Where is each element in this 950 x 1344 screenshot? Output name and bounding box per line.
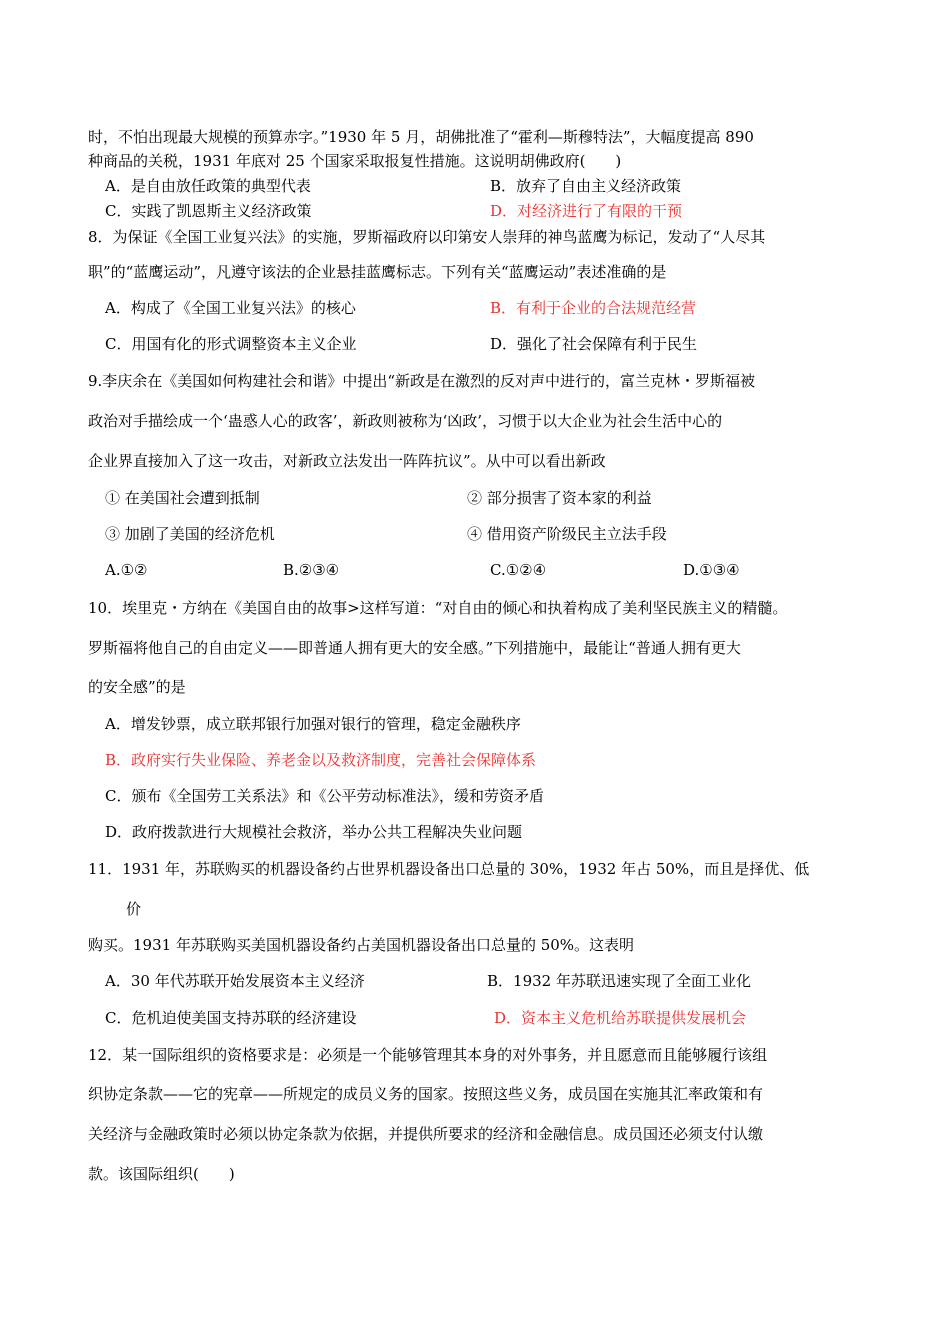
q11-option-b: B．1932 年苏联迅速实现了全面工业化 <box>487 972 751 990</box>
q7-option-d-answer: D．对经济进行了有限的干预 <box>490 202 683 220</box>
q10-option-d: D．政府拨款进行大规模社会救济，举办公共工程解决失业问题 <box>105 823 523 841</box>
q9-option-b: B.②③④ <box>283 561 340 579</box>
q7-option-a: A．是自由放任政策的典型代表 <box>105 177 311 195</box>
q8-stem-line1: 8．为保证《全国工业复兴法》的实施，罗斯福政府以印第安人崇拜的神鸟蓝鹰为标记，发动了“人尽其 <box>88 228 766 246</box>
q8-option-c: C．用国有化的形式调整资本主义企业 <box>105 335 357 353</box>
q8-option-d: D．强化了社会保障有利于民生 <box>490 335 698 353</box>
q11-option-d-answer: D．资本主义危机给苏联提供发展机会 <box>494 1009 747 1027</box>
q9-stem-line3: 企业界直接加入了这一攻击，对新政立法发出一阵阵抗议”。从中可以看出新政 <box>88 452 606 470</box>
q11-option-a: A．30 年代苏联开始发展资本主义经济 <box>105 972 365 990</box>
q10-stem-line3: 的安全感”的是 <box>88 678 186 696</box>
q8-option-a: A．构成了《全国工业复兴法》的核心 <box>105 299 356 317</box>
q9-item-4: ④ 借用资产阶级民主立法手段 <box>467 525 667 543</box>
q10-option-c: C．颁布《全国劳工关系法》和《公平劳动标准法》，缓和劳资矛盾 <box>105 787 544 805</box>
q7-stem-line2: 种商品的关税，1931 年底对 25 个国家采取报复性措施。这说明胡佛政府( ) <box>88 152 622 170</box>
q10-option-a: A．增发钞票，成立联邦银行加强对银行的管理，稳定金融秩序 <box>105 715 521 733</box>
q12-stem-line2: 织协定条款——它的宪章——所规定的成员义务的国家。按照这些义务，成员国在实施其汇率政策和有 <box>88 1085 764 1103</box>
q9-item-3: ③ 加剧了美国的经济危机 <box>105 525 275 543</box>
q9-stem-line1: 9.李庆余在《美国如何构建社会和谐》中提出“新政是在激烈的反对声中进行的，富兰克林・罗斯福被 <box>88 372 755 390</box>
q11-stem-line2: 价 <box>126 900 142 918</box>
q9-option-d: D.①③④ <box>683 561 740 579</box>
q9-item-2: ② 部分损害了资本家的利益 <box>467 489 652 507</box>
q12-stem-line1: 12．某一国际组织的资格要求是：必须是一个能够管理其本身的对外事务，并且愿意而且能够履行该组 <box>88 1046 768 1064</box>
q7-option-c: C．实践了凯恩斯主义经济政策 <box>105 202 312 220</box>
q10-stem-line1: 10．埃里克・方纳在《美国自由的故事>这样写道：“对自由的倾心和执着构成了美利坚民族主义的精髓。 <box>88 599 788 617</box>
q11-stem-line3: 购买。1931 年苏联购买美国机器设备约占美国机器设备出口总量的 50%。这表明 <box>88 936 635 954</box>
q9-item-1: ① 在美国社会遭到抵制 <box>105 489 260 507</box>
q7-option-b: B．放弃了自由主义经济政策 <box>490 177 682 195</box>
q10-stem-line2: 罗斯福将他自己的自由定义——即普通人拥有更大的安全感。”下列措施中，最能让“普通人拥有更大 <box>88 639 741 657</box>
q7-stem-line1: 时，不怕出现最大规模的预算赤字。”1930 年 5 月，胡佛批准了“霍利—斯穆特法”，大幅度提高 890 <box>88 128 754 146</box>
q8-option-b-answer: B．有利于企业的合法规范经营 <box>490 299 697 317</box>
q11-option-c: C．危机迫使美国支持苏联的经济建设 <box>105 1009 357 1027</box>
q11-stem-line1: 11．1931 年，苏联购买的机器设备约占世界机器设备出口总量的 30%，1932 年占 50%，而且是择优、低 <box>88 860 810 878</box>
q8-stem-line2: 职”的“蓝鹰运动”，凡遵守该法的企业悬挂蓝鹰标志。下列有关“蓝鹰运动”表述准确的是 <box>88 263 667 281</box>
q12-stem-line4: 款。该国际组织( ) <box>88 1165 235 1183</box>
q9-option-a: A.①② <box>105 561 148 579</box>
q9-stem-line2: 政治对手描绘成一个‘蛊惑人心的政客’，新政则被称为‘凶政’，习惯于以大企业为社会生活中心的 <box>88 412 723 430</box>
q9-option-c: C.①②④ <box>490 561 547 579</box>
q10-option-b-answer: B．政府实行失业保险、养老金以及救济制度，完善社会保障体系 <box>105 751 537 769</box>
q12-stem-line3: 关经济与金融政策时必须以协定条款为依据，并提供所要求的经济和金融信息。成员国还必须支付认缴 <box>88 1125 764 1143</box>
